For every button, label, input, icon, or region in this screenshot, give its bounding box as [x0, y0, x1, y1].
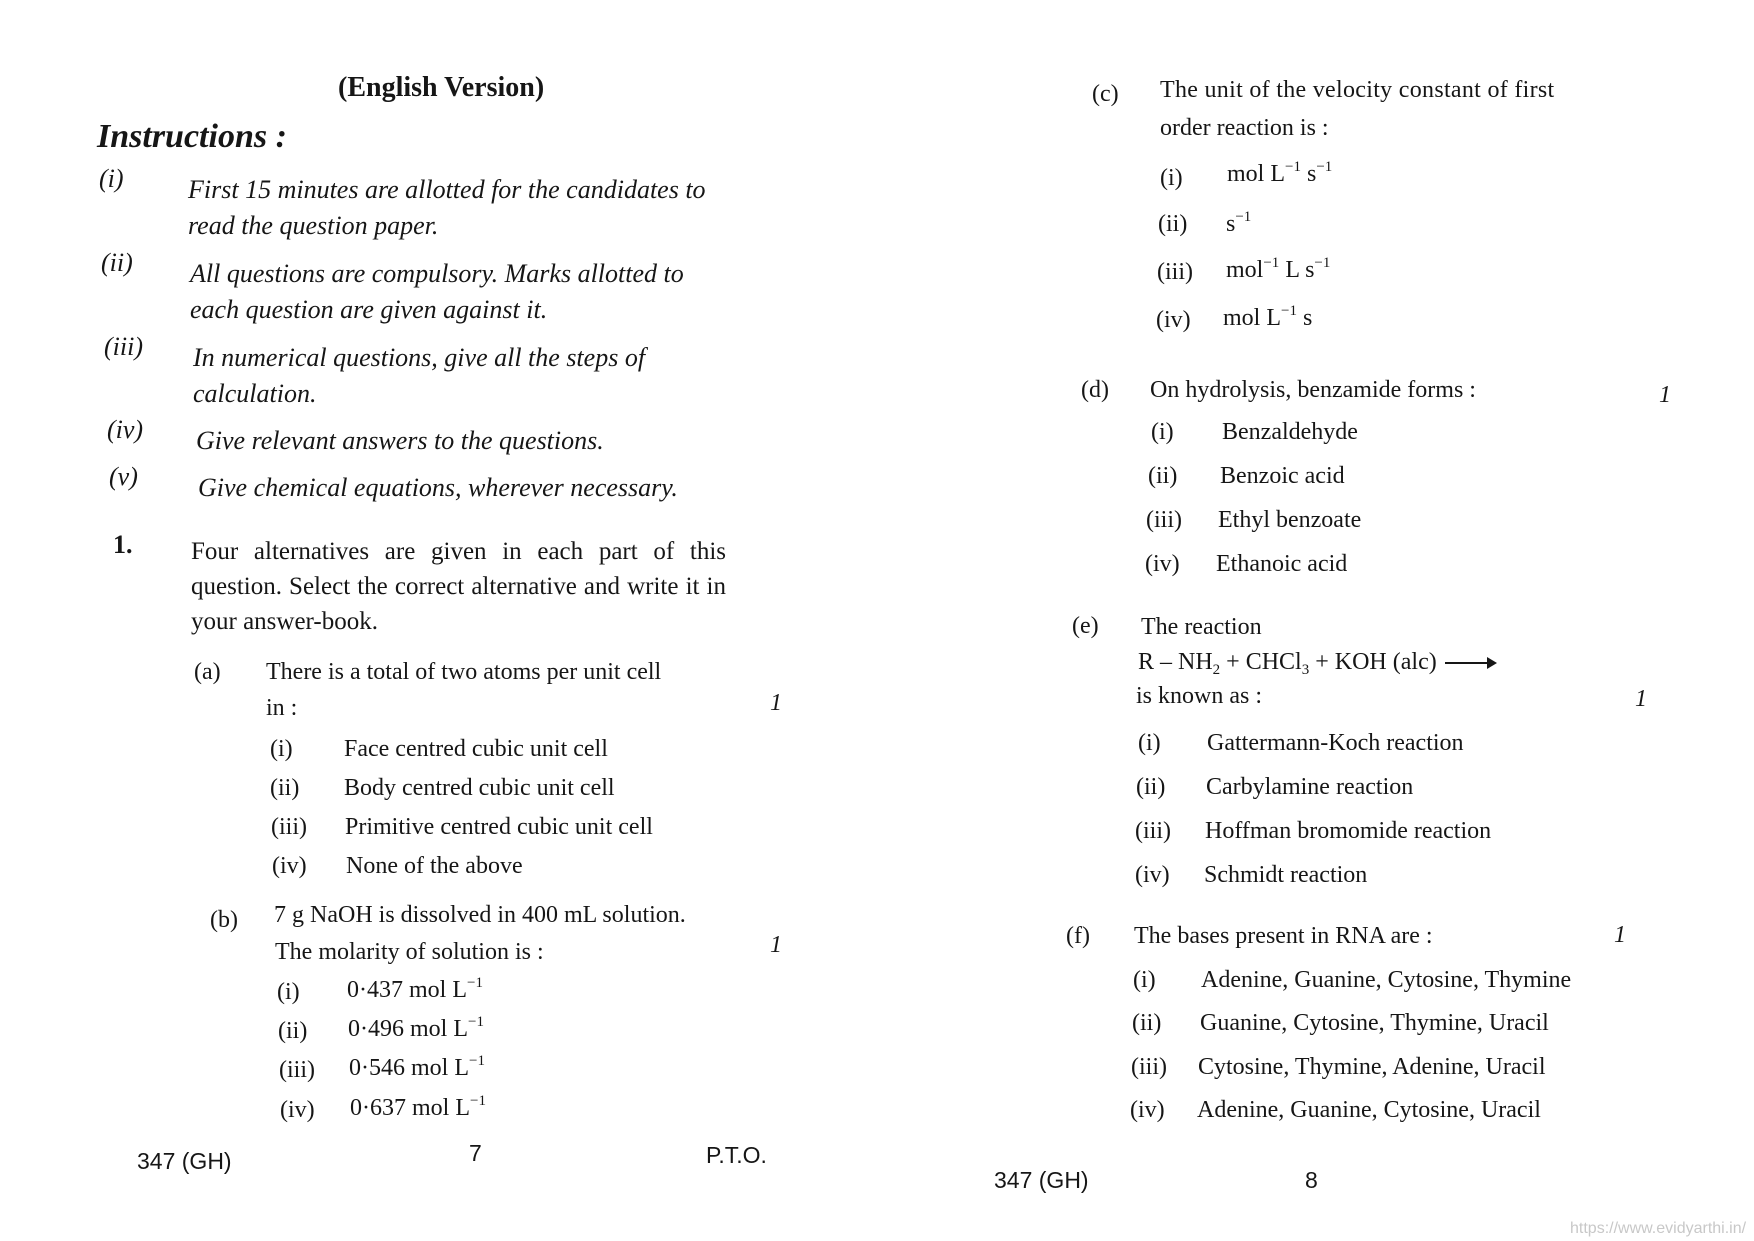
option-text: Ethyl benzoate [1218, 507, 1362, 533]
option-text: Adenine, Guanine, Cytosine, Uracil [1197, 1097, 1541, 1123]
subquestion-label: (b) [210, 907, 238, 933]
option-label: (ii) [1148, 463, 1178, 489]
option-value: 0·546 mol $L^{-1}$ [349, 1053, 485, 1081]
option-label: (iii) [271, 814, 307, 840]
page-number: 8 [1305, 1167, 1318, 1193]
subquestion-label: (d) [1081, 377, 1109, 403]
question-number: 1. [113, 530, 133, 559]
option-label: (ii) [1136, 774, 1166, 800]
subquestion-text: 7 g NaOH is dissolved in 400 mL solution. [274, 902, 686, 928]
option-text: Adenine, Guanine, Cytosine, Thymine [1201, 967, 1572, 993]
instructions-title: Instructions : [97, 118, 287, 155]
marks: 1 [1635, 686, 1647, 712]
option-value: 0·437 mol $L^{-1}$ [347, 975, 483, 1003]
option-label: (iv) [1130, 1097, 1165, 1123]
option-label: (i) [1133, 967, 1156, 993]
subquestion-text: The reaction [1141, 614, 1262, 640]
instruction-text: First 15 minutes are allotted for the candidates to read the question paper. [188, 175, 706, 240]
instruction-text: Give chemical equations, wherever necessary. [198, 473, 678, 502]
option-unit: mol $L^{-1}$ s [1223, 303, 1313, 331]
right-page [877, 0, 1754, 1241]
option-value: 0·496 mol $L^{-1}$ [348, 1014, 484, 1042]
instruction-number: (i) [99, 164, 124, 193]
subquestion-text: The unit of the velocity constant of first [1160, 77, 1555, 103]
reaction-arrow-icon [1445, 662, 1495, 664]
option-text: Schmidt reaction [1204, 862, 1368, 888]
instruction-text: Give relevant answers to the questions. [196, 426, 604, 455]
option-text: Ethanoic acid [1216, 551, 1348, 577]
subquestion-label: (c) [1092, 81, 1119, 107]
option-text: Benzoic acid [1220, 463, 1345, 489]
option-label: (iv) [1156, 307, 1191, 333]
subquestion-text: order reaction is : [1160, 115, 1329, 141]
subquestion-text: The molarity of solution is : [275, 939, 544, 965]
option-label: (i) [277, 979, 300, 1005]
paper-code: 347 (GH) [994, 1167, 1089, 1193]
subquestion-label: (e) [1072, 613, 1099, 639]
option-label: (ii) [1132, 1010, 1162, 1036]
option-label: (ii) [270, 775, 300, 801]
option-label: (iv) [280, 1097, 315, 1123]
subquestion-label: (a) [194, 659, 221, 685]
pto-label: P.T.O. [706, 1142, 767, 1168]
subquestion-text: The bases present in RNA are : [1134, 923, 1433, 949]
instruction-text: In numerical questions, give all the steps of calculation. [193, 343, 646, 408]
option-label: (i) [1138, 730, 1161, 756]
option-label: (iv) [1135, 862, 1170, 888]
subquestion-label: (f) [1066, 923, 1090, 949]
option-text: Body centred cubic unit cell [344, 775, 615, 801]
instruction-number: (ii) [101, 248, 133, 277]
option-label: (iii) [1157, 259, 1193, 285]
reaction-equation: R – $NH_2$ + CHCl$_3$ + KOH (alc) [1138, 644, 1495, 680]
version-header: (English Version) [338, 72, 545, 103]
subquestion-text: in : [266, 695, 298, 721]
option-text: Carbylamine reaction [1206, 774, 1414, 800]
subquestion-text: is known as : [1136, 683, 1262, 709]
instruction-number: (v) [109, 462, 138, 491]
option-text: Cytosine, Thymine, Adenine, Uracil [1198, 1054, 1546, 1080]
option-text: Primitive centred cubic unit cell [345, 814, 653, 840]
option-label: (iii) [279, 1057, 315, 1083]
option-text: Hoffman bromomide reaction [1205, 818, 1492, 844]
option-value: 0·637 mol $L^{-1}$ [350, 1093, 486, 1121]
option-unit: $s^{-1}$ [1226, 209, 1252, 237]
option-label: (iii) [1146, 507, 1182, 533]
option-label: (iv) [1145, 551, 1180, 577]
option-text: Benzaldehyde [1222, 419, 1358, 445]
option-label: (i) [1151, 419, 1174, 445]
watermark-url: https://www.evidyarthi.in/ [1570, 1220, 1747, 1237]
option-label: (i) [270, 736, 293, 762]
marks: 1 [770, 932, 782, 958]
instruction-number: (iv) [107, 415, 144, 444]
subquestion-text: On hydrolysis, benzamide forms : [1150, 377, 1476, 403]
page-number: 7 [469, 1140, 482, 1166]
paper-code: 347 (GH) [137, 1148, 232, 1174]
marks: 1 [1614, 922, 1626, 948]
option-unit: mol$^{-1}$ L $s^{-1}$ [1226, 255, 1331, 283]
instruction-text: All questions are compulsory. Marks allotted to each question are given against it. [190, 259, 684, 324]
option-label: (iii) [1131, 1054, 1167, 1080]
option-label: (iv) [272, 853, 307, 879]
option-label: (i) [1160, 165, 1183, 191]
option-label: (ii) [1158, 211, 1188, 237]
option-text: None of the above [346, 853, 523, 879]
marks: 1 [770, 690, 782, 716]
subquestion-text: There is a total of two atoms per unit cell [266, 659, 662, 685]
option-text: Gattermann-Koch reaction [1207, 730, 1464, 756]
option-label: (iii) [1135, 818, 1171, 844]
marks: 1 [1659, 382, 1671, 408]
option-text: Guanine, Cytosine, Thymine, Uracil [1200, 1010, 1549, 1036]
option-unit: mol $L^{-1}$ $s^{-1}$ [1227, 159, 1333, 187]
option-text: Face centred cubic unit cell [344, 736, 608, 762]
question-text: Four alternatives are given in each part of this question. Select the correct alternative and write it in your answer-book. [191, 538, 726, 635]
option-label: (ii) [278, 1018, 308, 1044]
instruction-number: (iii) [104, 332, 143, 361]
